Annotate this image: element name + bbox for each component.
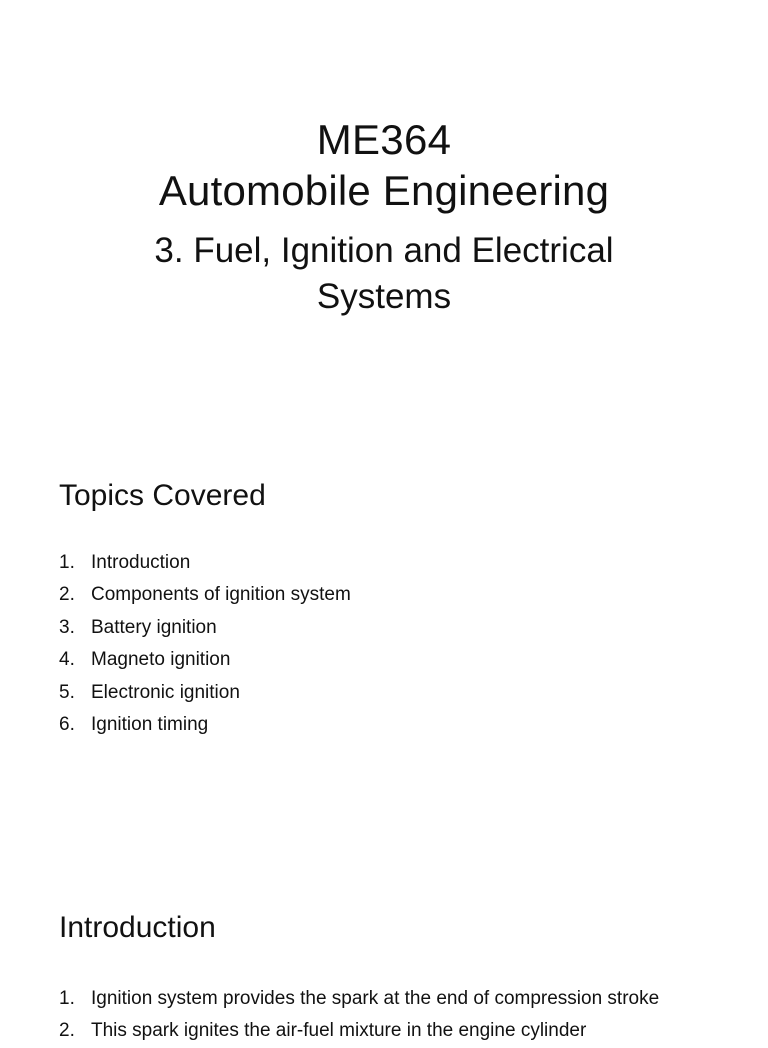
item-text: Ignition timing [91, 713, 209, 735]
list-item [59, 612, 351, 644]
list-item [59, 547, 351, 579]
item-number: 1. [59, 552, 75, 573]
item-number: 4. [59, 649, 75, 671]
list-item [59, 1015, 659, 1047]
topics-slide [0, 430, 768, 862]
item-text: Battery ignition [91, 616, 217, 638]
item-text: This spark ignites the air-fuel mixture in the engine cylinder [91, 1020, 587, 1042]
list-item [59, 644, 351, 676]
title-slide [0, 0, 768, 430]
item-text: Ignition system provides the spark at the end of compression stroke [91, 988, 660, 1009]
list-item [59, 579, 351, 611]
item-number: 1. [59, 988, 75, 1009]
item-text: Components of ignition system [91, 584, 351, 606]
item-number: 5. [59, 681, 75, 703]
course-name: Automobile Engineering [158, 167, 610, 214]
item-number: 3. [59, 616, 75, 638]
introduction-slide [0, 862, 768, 1042]
item-text: Magneto ignition [91, 649, 231, 671]
course-code: ME364 [316, 116, 452, 163]
topics-list [59, 547, 351, 741]
introduction-heading: Introduction [59, 911, 216, 944]
list-item [59, 709, 351, 741]
item-number: 6. [59, 713, 75, 735]
introduction-list [59, 983, 659, 1048]
topics-heading: Topics Covered [59, 479, 266, 512]
item-text: Introduction [91, 552, 191, 573]
chapter-title: 3. Fuel, Ignition and Electrical Systems [154, 231, 614, 316]
item-number: 2. [59, 584, 75, 606]
list-item [59, 983, 659, 1015]
item-text: Electronic ignition [91, 681, 240, 703]
list-item [59, 677, 351, 709]
item-number: 2. [59, 1020, 75, 1042]
